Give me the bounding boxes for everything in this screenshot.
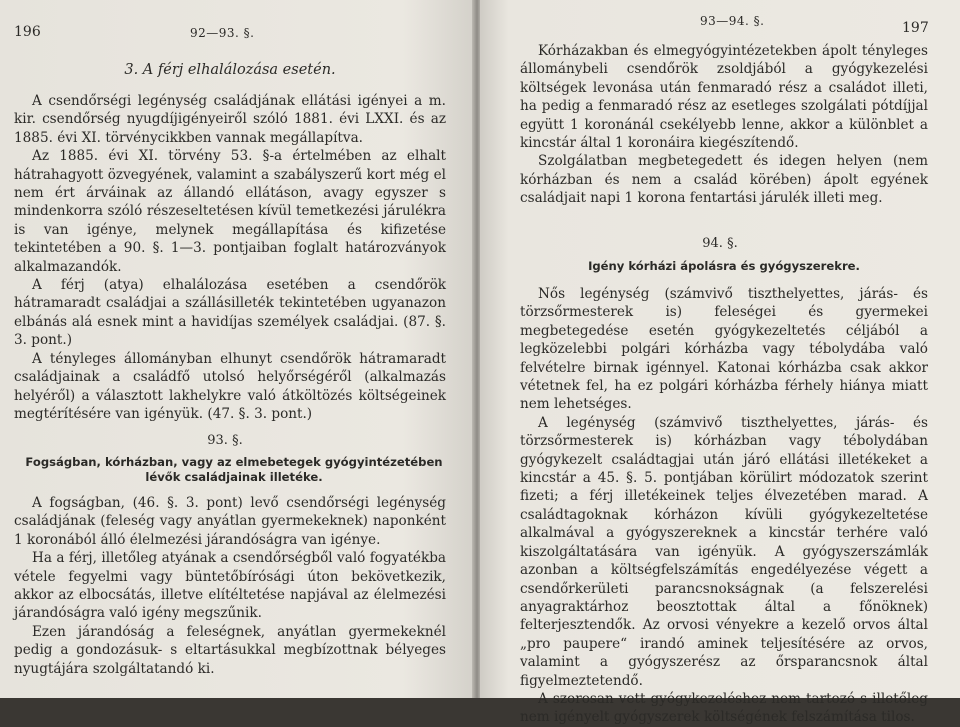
paragraph: A legénység (számvivő tiszthelyettes, járás- és törzsőrmesterek is) kórházban vagy tébolydában gyógykezelt családtagjai után járó ellátási illetékeket a kincstár a 45. §. 5. pontjában körülirt módozatok szerint fizeti; a férj illetékeinek teljes élvezetében marad. A családtagoknak kórházon kívüli gyógykezeltetése alkalmával a gyógyszereknek a kincstár terhére való kiszolgáltatására van igényük. A gyógyszerszámlák azonban a költségfelszámítás engedélyezése végett a csendőrkerületi parancsnokságnak (a felszerelési anyagraktárhoz beosztottak által a főnöknek) felterjesztendők. Az orvosi vényekre a kezelő orvos által „pro paupere“ irandó aminek teljesítésére az orvos, valamint a gyógyszerész az őrsparancsnok által figyelmeztetendő. — [520, 414, 928, 689]
paragraph: Szolgálatban megbetegedett és idegen helyen (nem kórházban és nem a család körében) ápolt egyének családjait napi 1 korona fentartási járulék illeti meg. — [520, 153, 928, 207]
paragraph: A szorosan vett gyógykezeléshez nem tartozó s illetőleg nem igényelt gyógyszerek költségének felszámítása tilos. — [520, 690, 928, 726]
right-page — [480, 0, 960, 726]
section-number: 93. §. — [207, 433, 243, 448]
paragraph: Ezen járandóság a feleségnek, anyátlan gyermekeknél pedig a gondozásuk- s eltartásukkal megbízottnak bélyeges nyugtájára szolgáltatandó ki. — [14, 623, 446, 677]
section-heading: Igény kórházi ápolásra és gyógyszerekre. — [588, 259, 860, 273]
left-page — [0, 0, 474, 698]
paragraph: Ha a férj, illetőleg atyának a csendőrségből való fogyatékba vétele fegyelmi vagy büntetőbírósági úton bekövetkezik, akkor az elbocsátás, illetve elítéltetése napjával az élelmezési járandóságra való igény megszűnik. — [14, 550, 446, 622]
paragraph: A tényleges állományban elhunyt csendőrök hátramaradt családjainak a családfő utolsó helyőrségéről (alkalmazás helyéről) a választott lakhelykre való átköltözés költségeinek megtérítésére van igényük. (47. §. 3. pont.) — [14, 350, 446, 422]
body-text-bottom — [520, 285, 928, 727]
running-head: 93—94. §. — [700, 14, 765, 28]
body-text-bottom — [14, 494, 446, 678]
body-text-top — [520, 42, 928, 208]
page-number: 197 — [902, 20, 929, 36]
page-number: 196 — [14, 24, 41, 40]
body-text-top — [14, 92, 446, 423]
section-number: 94. §. — [702, 236, 738, 251]
paragraph: A csendőrségi legénység családjának ellátási igényei a m. kir. csendőrség nyugdíjigényeiről szóló 1881. évi LXXI. és az 1885. évi XI. törvénycikkben vannak megállapítva. — [14, 93, 446, 146]
paragraph: Az 1885. évi XI. törvény 53. §-a értelmében az elhalt hátrahagyott özvegyének, valamint a szabályszerű kort még el nem ért árváinak az állandó ellátáson, avagy egyszer s mindenkorra szóló részeseltetésen kívül temetkezési járulékra is van igénye, melynek megállapítása és kifizetése tekintetében a 90. §. 1—3. pontjaiban foglalt határozványok alkalmazandók. — [14, 148, 446, 275]
running-head: 92—93. §. — [190, 26, 255, 40]
paragraph: A fogságban, (46. §. 3. pont) levő csendőrségi legénység családjának (feleség vagy anyátlan gyermekeknek) naponként 1 koronából álló élelmezési járandóságra van igénye. — [14, 495, 446, 548]
paragraph: A férj (atya) elhalálozása esetében a csendőrök hátramaradt családjai a szállásilleték tekintetében ugyanazon elbánás alá esnek mint a havidíjas személyek családjai. (87. §. 3. pont.) — [14, 277, 446, 349]
paragraph: Nős legénység (számvivő tiszthelyettes, járás- és törzsőrmesterek is) feleségei és gyermekei megbetegedése esetén gyógykezeltetés céljából a legközelebbi polgári kórházba vagy tébolydába való felvételre birnak igénnyel. Katonai kórházba csak akkor vétetnek fel, ha ez polgári kórházba férhely hiánya miatt nem lehetséges. — [520, 286, 928, 413]
section-title: 3. A férj elhalálozása esetén. — [124, 62, 336, 78]
paragraph: Kórházakban és elmegyógyintézetekben ápolt tényleges állománybeli csendőrök zsoldjából a gyógykezelési költségek levonása után fenmaradó rész a családot illeti, ha pedig a fenmaradó rész az esetleges szolgálati pótdíjjal együtt 1 koronánál csekélyebb lenne, akkor a különblet a kincstár által 1 koronáira kiegészítendő. — [520, 43, 928, 152]
section-heading: Fogságban, kórházban, vagy az elmebetegek gyógyintézetében lévők családjainak illetéke. — [25, 455, 443, 484]
